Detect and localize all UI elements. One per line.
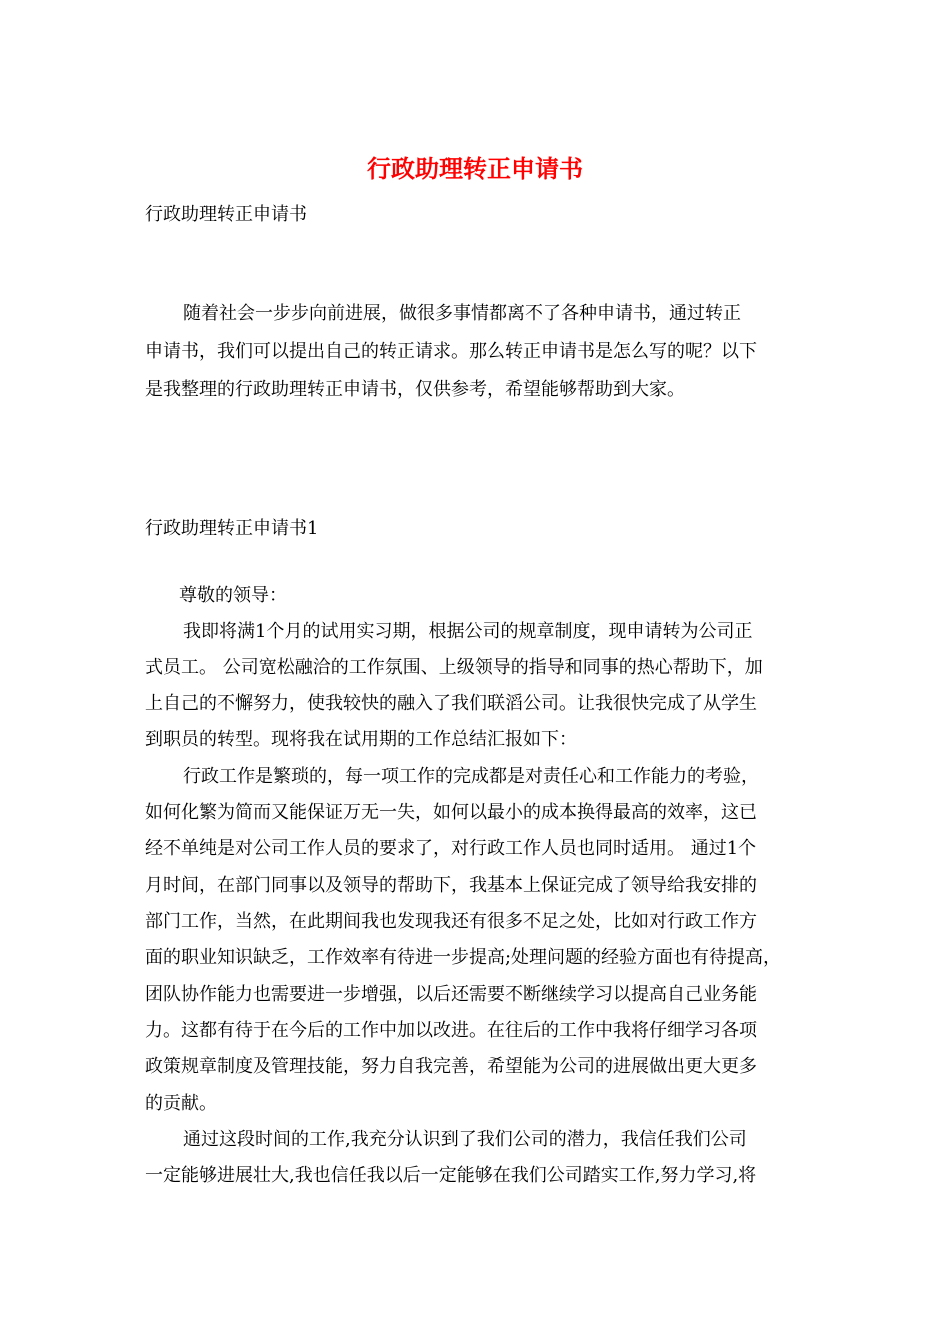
body-line: 式员工。 公司宽松融洽的工作氛围、上级领导的指导和同事的热心帮助下，加 xyxy=(145,657,763,678)
body-line: 面的职业知识缺乏，工作效率有待进一步提高;处理问题的经验方面也有待提高， xyxy=(145,947,782,968)
intro-line: 申请书，我们可以提出自己的转正请求。那么转正申请书是怎么写的呢？以下 xyxy=(145,341,757,362)
document-title: 行政助理转正申请书 xyxy=(367,154,583,183)
body-line: 月时间，在部门同事以及领导的帮助下，我基本上保证完成了领导给我安排的 xyxy=(145,875,757,896)
body-line: 政策规章制度及管理技能，努力自我完善，希望能为公司的进展做出更大更多 xyxy=(145,1056,757,1077)
body-line: 团队协作能力也需要进一步增强，以后还需要不断继续学习以提高自己业务能 xyxy=(145,984,757,1005)
body-line: 上自己的不懈努力，使我较快的融入了我们联滔公司。让我很快完成了从学生 xyxy=(145,693,757,714)
body-line: 部门工作，当然，在此期间我也发现我还有很多不足之处，比如对行政工作方 xyxy=(145,911,757,932)
body-line: 的贡献。 xyxy=(145,1093,217,1114)
body-line: 一定能够进展壮大,我也信任我以后一定能够在我们公司踏实工作,努力学习,将 xyxy=(145,1165,757,1186)
body-line: 我即将满1个月的试用实习期，根据公司的规章制度，现申请转为公司正 xyxy=(183,621,753,642)
body-line: 行政工作是繁琐的，每一项工作的完成都是对责任心和工作能力的考验， xyxy=(183,766,759,787)
document-subtitle: 行政助理转正申请书 xyxy=(145,204,307,225)
section-heading: 行政助理转正申请书1 xyxy=(145,518,319,539)
body-line: 通过这段时间的工作,我充分认识到了我们公司的潜力，我信任我们公司 xyxy=(183,1129,747,1150)
body-line: 力。这都有待于在今后的工作中加以改进。在往后的工作中我将仔细学习各项 xyxy=(145,1020,757,1041)
intro-line: 随着社会一步步向前进展，做很多事情都离不了各种申请书，通过转正 xyxy=(183,303,741,324)
body-line: 如何化繁为简而又能保证万无一失，如何以最小的成本换得最高的效率，这已 xyxy=(145,802,757,823)
intro-line: 是我整理的行政助理转正申请书，仅供参考，希望能够帮助到大家。 xyxy=(145,379,685,400)
body-line: 经不单纯是对公司工作人员的要求了，对行政工作人员也同时适用。 通过1个 xyxy=(145,838,757,859)
body-line: 到职员的转型。现将我在试用期的工作总结汇报如下： xyxy=(145,729,577,750)
salutation: 尊敬的领导： xyxy=(179,585,287,606)
